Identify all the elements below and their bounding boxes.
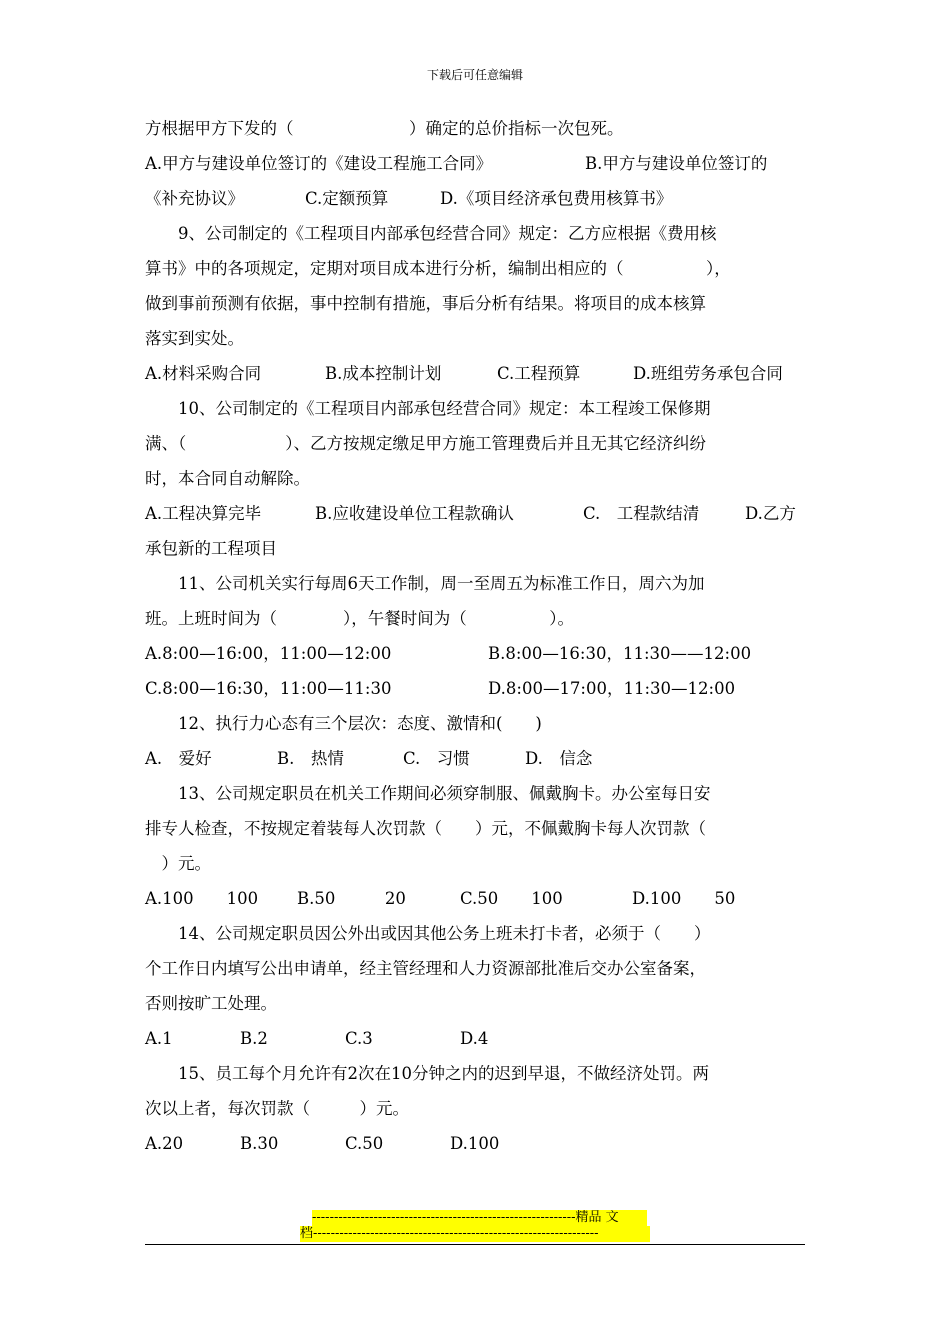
text-line: 落实到实处。 [145, 329, 244, 348]
option-choice: B.成本控制计划 [325, 364, 442, 383]
text-line: ）元。 [145, 854, 211, 873]
option-choice: B.30 [240, 1134, 279, 1153]
text-line: 班。上班时间为（ ），午餐时间为（ ）。 [145, 609, 574, 628]
option-choice: A.工程决算完毕 [145, 504, 262, 523]
text-line: 算书》中的各项规定，定期对项目成本进行分析，编制出相应的（ ）， [145, 259, 731, 278]
text-line: 承包新的工程项目 [145, 539, 277, 558]
option-choice: D.乙方 [745, 504, 796, 523]
text-line: 满、（ ）、乙方按规定缴足甲方施工管理费后并且无其它经济纠纷 [145, 434, 706, 453]
question-content [145, 111, 805, 1161]
options-row [145, 496, 805, 531]
text-line: 次以上者，每次罚款（ ）元。 [145, 1099, 409, 1118]
text-line: 9、公司制定的《工程项目内部承包经营合同》规定：乙方应根据《费用核 [178, 224, 717, 243]
options-row [145, 741, 805, 776]
options-row [145, 356, 805, 391]
footer-rule [145, 1244, 805, 1245]
option-choice: A. 爱好 [145, 749, 212, 768]
option-choice: D.班组劳务承包合同 [633, 364, 783, 383]
text-line: 方根据甲方下发的（ ）确定的总价指标一次包死。 [145, 119, 624, 138]
option-choice: C. 工程款结清 [583, 504, 700, 523]
option-choice: B.2 [240, 1029, 268, 1048]
option-choice: D.8:00—17:00，11:30—12:00 [488, 679, 736, 698]
footer-watermark [300, 1210, 660, 1242]
option-choice: A.材料采购合同 [145, 364, 262, 383]
options-row [145, 1126, 805, 1161]
option-choice: B.应收建设单位工程款确认 [315, 504, 514, 523]
text-line: 14、公司规定职员因公外出或因其他公务上班未打卡者，必须于（ ） [178, 924, 711, 943]
text-line: 个工作日内填写公出申请单，经主管经理和人力资源部批准后交办公室备案， [145, 959, 706, 978]
text-line: 11、公司机关实行每周6天工作制，周一至周五为标准工作日，周六为加 [178, 574, 705, 593]
option-choice: 《补充协议》 [145, 189, 244, 208]
option-choice: A.8:00—16:00，11:00—12:00 [145, 644, 392, 663]
option-choice: B.8:00—16:30，11:30——12:00 [488, 644, 752, 663]
footer-line-2: 档----------------------------------------------------------------- [300, 1226, 650, 1242]
options-row [145, 146, 805, 181]
option-choice: B. 热情 [277, 749, 344, 768]
option-choice: D.100 [450, 1134, 500, 1153]
footer-line-1: ------------------------------------------------------------精品 文 [312, 1210, 647, 1226]
text-line: 做到事前预测有依据，事中控制有措施，事后分析有结果。将项目的成本核算 [145, 294, 706, 313]
option-choice: C.工程预算 [497, 364, 581, 383]
text-line: 15、员工每个月允许有2次在10分钟之内的迟到早退，不做经济处罚。两 [178, 1064, 709, 1083]
option-choice: C.定额预算 [305, 189, 389, 208]
options-row [145, 671, 805, 706]
text-line: 否则按旷工处理。 [145, 994, 277, 1013]
option-choice: C.8:00—16:30，11:00—11:30 [145, 679, 392, 698]
option-choice: C.50 100 [460, 889, 563, 908]
text-line: 10、公司制定的《工程项目内部承包经营合同》规定：本工程竣工保修期 [178, 399, 711, 418]
option-choice: C. 习惯 [403, 749, 470, 768]
option-choice: D.《项目经济承包费用核算书》 [440, 189, 673, 208]
option-choice: B.50 20 [297, 889, 406, 908]
option-choice: C.50 [345, 1134, 384, 1153]
option-choice: A.20 [145, 1134, 184, 1153]
text-line: 13、公司规定职员在机关工作期间必须穿制服、佩戴胸卡。办公室每日安 [178, 784, 711, 803]
text-line: 12、执行力心态有三个层次：态度、激情和( ) [178, 714, 542, 733]
text-line: 排专人检查，不按规定着装每人次罚款（ ）元，不佩戴胸卡每人次罚款（ [145, 819, 706, 838]
option-choice: A.甲方与建设单位签订的《建设工程施工合同》 [145, 154, 493, 173]
options-row [145, 181, 805, 216]
text-line: 时，本合同自动解除。 [145, 469, 310, 488]
option-choice: A.100 100 [145, 889, 259, 908]
options-row [145, 636, 805, 671]
option-choice: D. 信念 [525, 749, 593, 768]
option-choice: B.甲方与建设单位签订的 [585, 154, 768, 173]
option-choice: D.100 50 [632, 889, 736, 908]
option-choice: C.3 [345, 1029, 373, 1048]
option-choice: D.4 [460, 1029, 489, 1048]
options-row [145, 881, 805, 916]
page-header: 下载后可任意编辑 [426, 68, 523, 82]
option-choice: A.1 [145, 1029, 173, 1048]
options-row [145, 1021, 805, 1056]
